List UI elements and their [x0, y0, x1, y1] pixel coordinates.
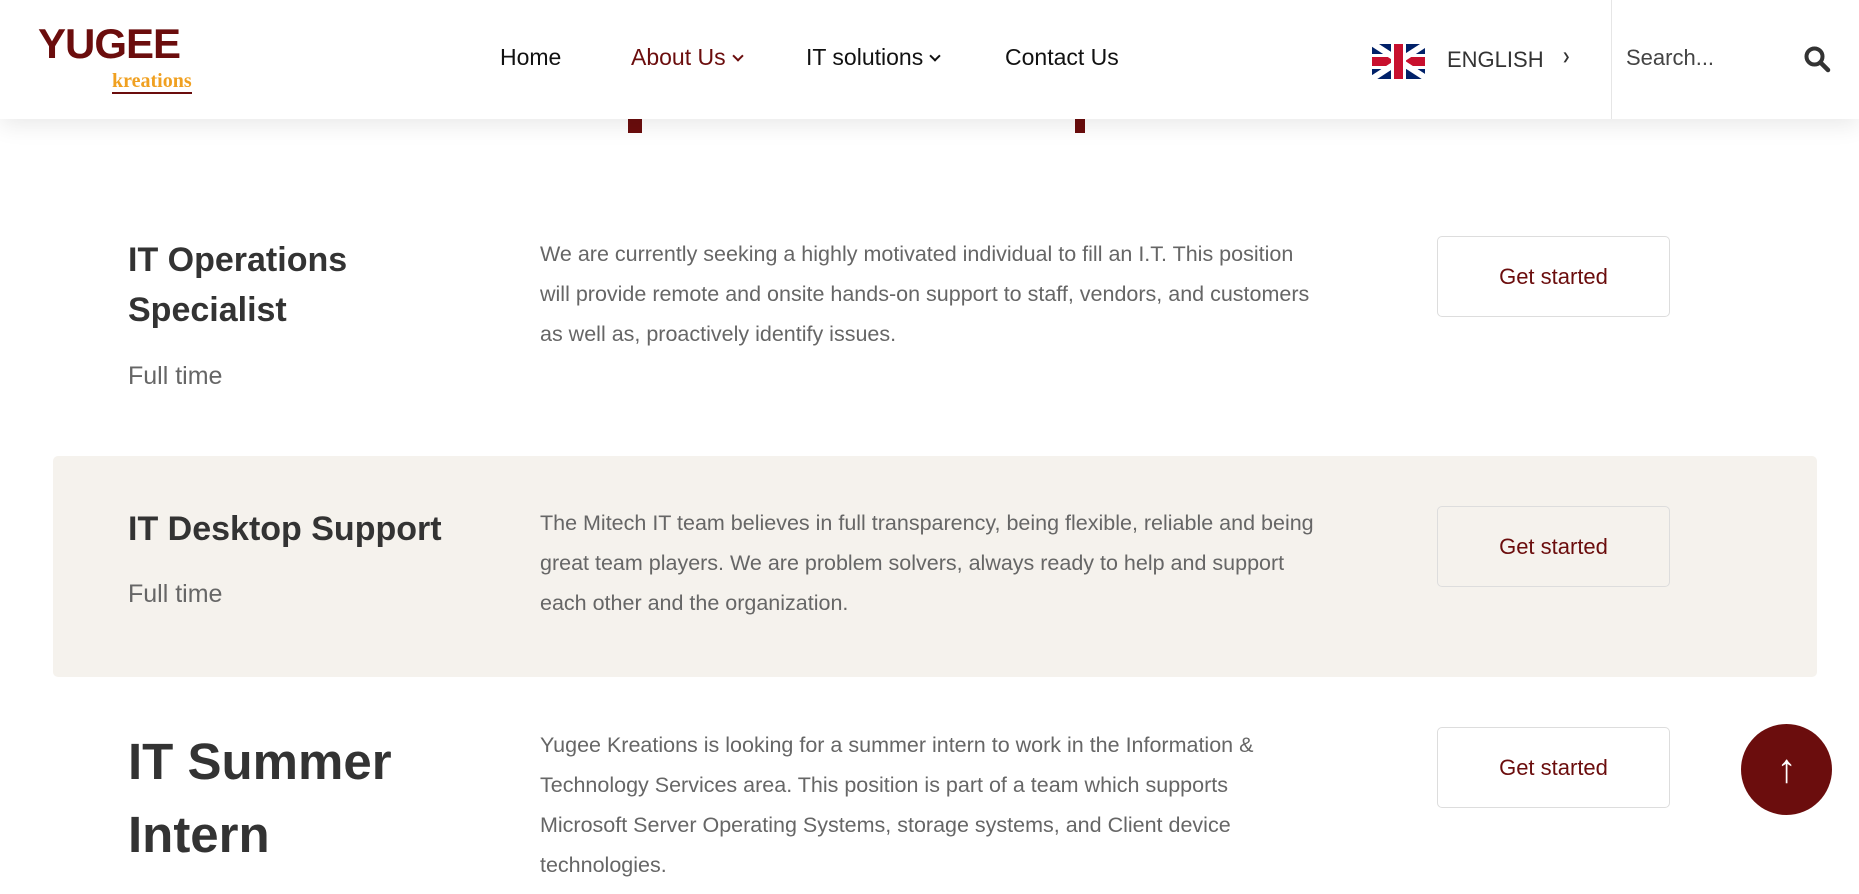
job-row: [53, 690, 1817, 894]
logo[interactable]: YUGEE kreations: [38, 20, 192, 92]
job-row: [53, 200, 1817, 440]
get-started-button[interactable]: Get started: [1437, 727, 1670, 808]
job-title: IT Desktop Support: [128, 510, 442, 548]
get-started-button[interactable]: Get started: [1437, 236, 1670, 317]
nav-it-solutions[interactable]: IT solutions: [806, 44, 939, 71]
job-title: IT Operations Specialist: [128, 241, 348, 329]
nav-contact-us[interactable]: Contact Us: [1005, 44, 1119, 70]
divider: [1611, 0, 1612, 119]
get-started-button[interactable]: Get started: [1437, 506, 1670, 587]
site-header: [0, 0, 1859, 119]
job-type: Full time: [128, 580, 223, 608]
uk-flag-icon[interactable]: [1372, 44, 1425, 79]
nav-about-us[interactable]: About Us: [631, 44, 742, 71]
scroll-to-top-button[interactable]: ↑: [1741, 724, 1832, 815]
job-description: Yugee Kreations is looking for a summer intern to work in the Information & Technology Services area. This position is part of a team which supports Microsoft Server Operating Systems, storage systems, and Client device technologies.: [540, 733, 1254, 877]
job-row: [53, 456, 1817, 677]
search-input[interactable]: [1626, 45, 1796, 71]
job-title: IT Summer Intern: [128, 733, 392, 863]
nav-home[interactable]: Home: [500, 44, 562, 70]
job-description: The Mitech IT team believes in full transparency, being flexible, reliable and being great team players. We are problem solvers, always ready to help and support each other and the organization.: [540, 511, 1314, 615]
job-type: Full time: [128, 362, 223, 390]
language-selector[interactable]: ENGLISH: [1447, 47, 1544, 72]
chevron-down-icon: [732, 50, 743, 61]
chevron-down-icon[interactable]: ❯: [1562, 52, 1571, 63]
search-icon[interactable]: [1803, 45, 1831, 73]
chevron-down-icon: [930, 50, 941, 61]
job-description: We are currently seeking a highly motivated individual to fill an I.T. This position will provide remote and onsite hands-on support to staff, vendors, and customers as well as, proactively identify issues.: [540, 242, 1310, 346]
